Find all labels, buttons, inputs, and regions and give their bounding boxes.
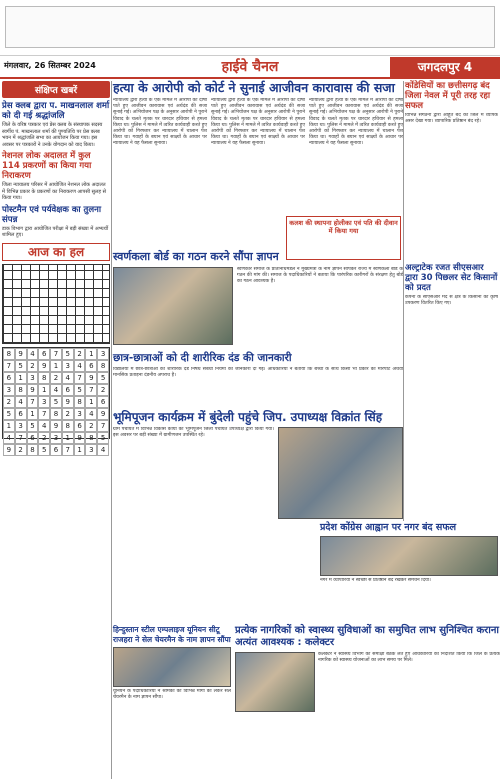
sudoku-cell: 1: [85, 348, 97, 360]
sudoku-cell: 5: [50, 396, 62, 408]
sudoku-cell: 2: [15, 444, 27, 456]
sudoku-cell: 3: [38, 396, 50, 408]
sudoku-cell: 4: [27, 348, 39, 360]
sudoku-cell: 4: [97, 444, 109, 456]
sudoku-cell: 3: [27, 372, 39, 384]
sudoku-cell: 6: [38, 348, 50, 360]
sudoku-cell: 8: [27, 444, 39, 456]
news-photo: [235, 652, 315, 712]
sudoku-cell: 3: [50, 432, 62, 444]
sudoku-cell: 9: [85, 372, 97, 384]
bhoomi-headline: भूमिपूजन कार्यक्रम में बुंदेली पहुंचे जिप. उपाध्यक्ष विक्रांत सिंह: [113, 410, 383, 424]
sudoku-cell: 6: [15, 408, 27, 420]
sudoku-cell: 3: [74, 408, 86, 420]
story1-text: विभिन्न संगठनों द्वारा आहूत बंद का जिले में व्यापक असर देखा गया। व्यापारिक प्रतिष्ठान बंद रहे।: [405, 113, 498, 125]
sudoku-cell: 9: [62, 396, 74, 408]
right-column: [405, 81, 498, 365]
sudoku-cell: 1: [62, 432, 74, 444]
sudoku-cell: 4: [3, 432, 15, 444]
sudoku-cell: 8: [97, 360, 109, 372]
sudoku-cell: 2: [74, 348, 86, 360]
sudoku-cell: 3: [3, 384, 15, 396]
story2-text: कंपनी के सीएसआर मद से क्षेत्र के किसानों को कृषि उपकरण वितरित किए गए।: [405, 295, 498, 307]
hindustan-headline: हिन्दुस्तान स्टील एम्पलाइज यूनियन सीटू राजहरा ने सेल चेयरमैन के नाम ज्ञापन सौंपा: [113, 625, 231, 644]
sudoku-cell: 7: [50, 348, 62, 360]
sudoku-cell: 3: [85, 444, 97, 456]
brief-text: जिले के वरिष्ठ पत्रकार एवं प्रेस क्लब के संस्थापक सदस्य स्वर्गीय पं. माखनलाल शर्मा की पुण्यतिथि पर प्रेस क्लब भवन में श्रद्धांजलि सभा का आयोजन किया गया। इस अवसर पर पत्रकारों ने उनके योगदान को याद किया।: [2, 122, 103, 148]
news-photo: [113, 267, 233, 345]
chhatra-text: विद्यालयों में छात्र-छात्राओं को शारीरिक दंड निषेध संबंधी नियमों की जानकारी दी गई। अधिकारियों ने बताया कि बच्चों के साथ किसी भी प्रकार की मारपीट अथवा मानसिक प्रताड़ना दंडनीय अपराध है।: [113, 367, 403, 379]
sudoku-cell: 5: [15, 360, 27, 372]
sudoku-cell: 9: [97, 408, 109, 420]
note-box-text: कलश की स्थापना होलीका एवं पति की दीवान में किया गया: [289, 219, 398, 235]
brief-headline: प्रेस क्लब द्वारा प. माखनलाल शर्मा को दी गई श्रद्धांजलि: [2, 101, 110, 121]
sudoku-cell: 5: [3, 408, 15, 420]
lead-text-continued: न्यायालय द्वारा हत्या के एक मामले में आरोपी को दोषी पाते हुए आजीवन कारावास एवं अर्थदंड की सजा सुनाई गई। अभियोजन पक्ष के अनुसार आरोपी ने पुराने विवाद के चलते मृतक पर धारदार हथियार से हमला किया था। पुलिस ने मामले में त्वरित कार्यवाही करते हुए आरोपी को गिरफ्तार कर न्यायालय में चालान पेश किया था। गवाहों के बयान एवं साक्ष्यों के आधार पर न्यायालय ने यह फैसला सुनाया।: [211, 98, 305, 147]
story1-headline: कोंडेसियों का छत्तीसगढ़ बंद जिला नेवल में पूरी तरह रहा सफल: [405, 81, 491, 111]
top-advert-strip: [0, 0, 500, 56]
section-title: हाईवे चैनल: [221, 59, 279, 75]
sudoku-cell: 2: [27, 360, 39, 372]
sudoku-cell: 1: [74, 444, 86, 456]
sudoku-cell: 8: [74, 396, 86, 408]
sudoku-cell: 6: [62, 384, 74, 396]
sudoku-cell: 3: [97, 348, 109, 360]
news-photo: [320, 536, 498, 576]
sudoku-cell: 1: [27, 408, 39, 420]
hindustan-text: यूनियन के पदाधिकारियों ने श्रमिकों की विभिन्न मांगों को लेकर सेल चेयरमैन के नाम ज्ञापन सौंपा।: [113, 689, 231, 701]
sudoku-cell: 8: [3, 348, 15, 360]
health-text: कलेक्टर ने स्वास्थ्य विभाग की समीक्षा बैठक लेते हुए अधिकारियों को निर्देशित किया कि जिले के प्रत्येक नागरिक को स्वास्थ्य योजनाओं का लाभ समय पर मिले।: [318, 652, 500, 664]
sudoku-cell: 7: [15, 432, 27, 444]
sudoku-cell: 9: [74, 432, 86, 444]
sudoku-cell: 7: [74, 372, 86, 384]
sudoku-cell: 8: [15, 384, 27, 396]
story2-headline: अल्ट्राटेक रजत सीएसआर द्वारा 30 पिछलर सेट किसानों को प्रदत: [405, 263, 498, 293]
sudoku-cell: 7: [27, 396, 39, 408]
sudoku-cell: 5: [74, 384, 86, 396]
sudoku-cell: 1: [50, 360, 62, 372]
crossword-grid: [2, 264, 110, 344]
story3-headline: प्रदेश कोंग्रेस आह्वान पर नगर बंद सफल: [320, 522, 457, 533]
sudoku-cell: 2: [50, 372, 62, 384]
left-column: [2, 81, 110, 779]
sudoku-cell: 7: [3, 360, 15, 372]
main-column: [113, 81, 403, 523]
sudoku-cell: 3: [62, 360, 74, 372]
sudoku-cell: 2: [3, 396, 15, 408]
sudoku-cell: 9: [15, 348, 27, 360]
masthead: [0, 57, 500, 77]
brief-headline: पोस्टमैन एवं पर्यवेक्षक का तुलना संपन्न: [2, 204, 102, 225]
sudoku-cell: 7: [38, 408, 50, 420]
sudoku-cell: 2: [97, 384, 109, 396]
sudoku-cell: 4: [38, 420, 50, 432]
puzzle-answer-label: आज का हल: [2, 243, 110, 261]
sudoku-cell: 9: [38, 360, 50, 372]
column-rule: [403, 81, 404, 521]
brief-news-label: संक्षिप्त खबरें: [2, 81, 110, 98]
edition-label: जगदलपुर 4: [390, 57, 500, 77]
health-headline: प्रत्येक नागरिकों को स्वास्थ्य सुविधाओं का समुचित लाभ सुनिश्चित कराना अत्यंत आवश्यक : कलेक्टर: [235, 625, 499, 648]
board-headline: स्वर्णकला बोर्ड का गठन करने सौंपा ज्ञापन: [113, 250, 279, 263]
bottom-section: [113, 625, 500, 779]
edition-date: मंगलवार, 26 सितम्बर 2024: [4, 61, 96, 70]
story3-text: नगर में व्यापारियों ने स्वेच्छा से प्रतिष्ठान बंद रखकर समर्थन दिया।: [320, 578, 431, 583]
sudoku-cell: 4: [15, 396, 27, 408]
sudoku-cell: 3: [15, 420, 27, 432]
sudoku-cell: 5: [97, 432, 109, 444]
sudoku-cell: 1: [38, 384, 50, 396]
sudoku-cell: 5: [27, 420, 39, 432]
sudoku-grid: [2, 347, 110, 454]
sudoku-cell: 6: [97, 396, 109, 408]
sudoku-cell: 6: [3, 372, 15, 384]
lead-text: न्यायालय द्वारा हत्या के एक मामले में आरोपी को दोषी पाते हुए आजीवन कारावास एवं अर्थदंड की सजा सुनाई गई। अभियोजन पक्ष के अनुसार आरोपी ने पुराने विवाद के चलते मृतक पर धारदार हथियार से हमला किया था। पुलिस ने मामले में त्वरित कार्यवाही करते हुए आरोपी को गिरफ्तार कर न्यायालय में चालान पेश किया था। गवाहों के बयान एवं साक्ष्यों के आधार पर न्यायालय ने यह फैसला सुनाया।: [113, 98, 207, 147]
sudoku-cell: 8: [50, 408, 62, 420]
sudoku-cell: 6: [74, 420, 86, 432]
sudoku-cell: 2: [85, 420, 97, 432]
sudoku-cell: 9: [50, 420, 62, 432]
sudoku-cell: 9: [3, 444, 15, 456]
sudoku-cell: 7: [85, 384, 97, 396]
health-story: [235, 625, 500, 779]
brief-text: डाक विभाग द्वारा आयोजित परीक्षा में बड़ी संख्या में अभ्यर्थी शामिल हुए।: [2, 225, 109, 238]
hindustan-story: [113, 625, 231, 779]
news-photo: [113, 647, 231, 687]
sudoku-cell: 1: [85, 396, 97, 408]
sudoku-cell: 1: [15, 372, 27, 384]
sudoku-cell: 6: [27, 432, 39, 444]
lead-headline: हत्या के आरोपी को कोर्ट ने सुनाई आजीवन कारावास की सजा: [113, 80, 395, 95]
sudoku-cell: 8: [85, 432, 97, 444]
lead-text-continued: न्यायालय द्वारा हत्या के एक मामले में आरोपी को दोषी पाते हुए आजीवन कारावास एवं अर्थदंड की सजा सुनाई गई। अभियोजन पक्ष के अनुसार आरोपी ने पुराने विवाद के चलते मृतक पर धारदार हथियार से हमला किया था। पुलिस ने मामले में त्वरित कार्यवाही करते हुए आरोपी को गिरफ्तार कर न्यायालय में चालान पेश किया था। गवाहों के बयान एवं साक्ष्यों के आधार पर न्यायालय ने यह फैसला सुनाया।: [309, 98, 403, 147]
column-rule: [111, 81, 112, 779]
brief-headline: नेशनल लोक अदालत में कुल 114 प्रकरणों का किया गया निराकरण: [2, 151, 92, 181]
sudoku-cell: 4: [74, 360, 86, 372]
sudoku-cell: 1: [3, 420, 15, 432]
sudoku-cell: 6: [85, 360, 97, 372]
sudoku-cell: 4: [62, 372, 74, 384]
sudoku-cell: 2: [62, 408, 74, 420]
sudoku-cell: 5: [38, 444, 50, 456]
bhoomi-text: ग्राम पंचायत में विभिन्न विकास कार्यों का भूमिपूजन जिला पंचायत उपाध्यक्ष द्वारा किया गया। इस अवसर पर बड़ी संख्या में ग्रामीणजन उपस्थित रहे।: [113, 427, 274, 439]
sudoku-cell: 4: [50, 384, 62, 396]
brief-text: जिला न्यायालय परिसर में आयोजित नेशनल लोक अदालत में विभिन्न प्रकार के प्रकरणों का निराकरण आपसी सुलह से किया गया।: [2, 182, 107, 201]
news-photo: [278, 427, 403, 519]
masthead-rule: [0, 77, 500, 79]
sudoku-cell: 8: [38, 372, 50, 384]
note-box: [286, 216, 401, 260]
sudoku-cell: 8: [62, 420, 74, 432]
sudoku-cell: 4: [85, 408, 97, 420]
sudoku-cell: 5: [62, 348, 74, 360]
sudoku-cell: 2: [38, 432, 50, 444]
chhatra-headline: छात्र-छात्राओं को दी शारीरिक दंड की जानकारी: [113, 352, 292, 364]
sudoku-cell: 9: [27, 384, 39, 396]
sudoku-cell: 6: [50, 444, 62, 456]
advert-box: [5, 6, 495, 48]
board-text: स्वर्णकार समाज के प्रतिनिधिमंडल ने मुख्यमंत्री के नाम ज्ञापन सौंपकर राज्य में स्वर्णकला बोर्ड के गठन की मांग की। समाज के पदाधिकारियों ने बताया कि पारंपरिक कारीगरों के संरक्षण हेतु बोर्ड का गठन आवश्यक है।: [237, 267, 403, 285]
sudoku-cell: 7: [97, 420, 109, 432]
congress-story: [320, 523, 498, 608]
sudoku-cell: 7: [62, 444, 74, 456]
sudoku-cell: 5: [97, 372, 109, 384]
